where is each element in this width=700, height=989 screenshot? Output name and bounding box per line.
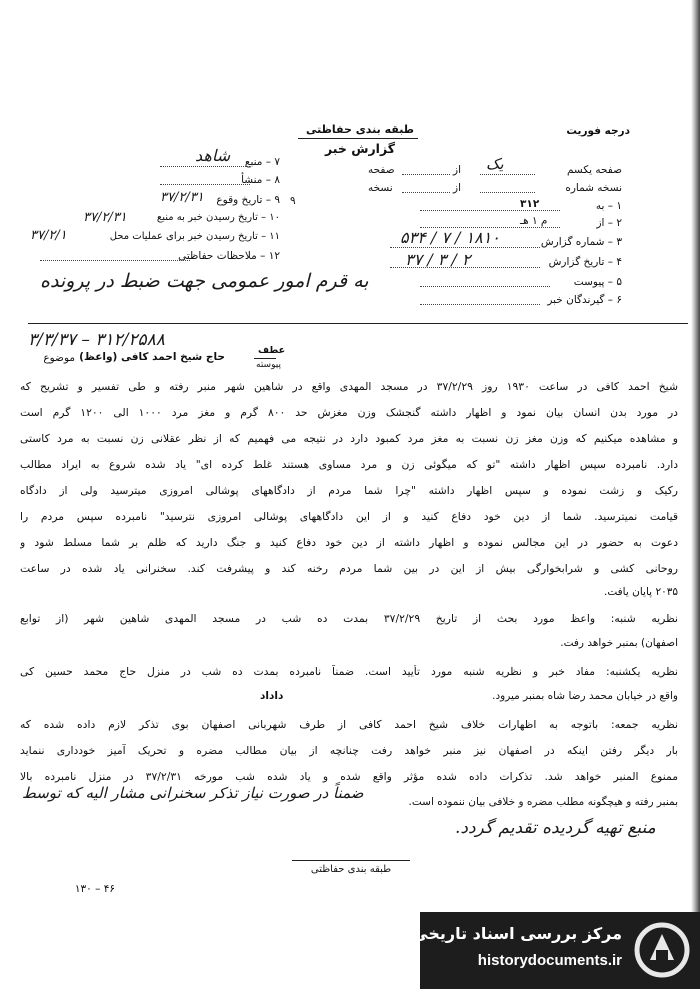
field-12-label: ۱۲ – ملاحظات حفاظتی — [178, 250, 280, 262]
body-line: روحانی کشی و شرابخوارگی بیش از این در بین شما مردم رخنه کند و پیشرفت کند. سخنرانی یاد شده در ساعت — [20, 562, 678, 575]
field-9-label: ۹ – تاریخ وقوع — [216, 194, 280, 206]
side-number: ۹ — [290, 195, 296, 207]
field-4-dots — [390, 267, 540, 268]
page-dots — [480, 174, 535, 175]
divider — [298, 138, 418, 139]
page-of-dots — [402, 174, 450, 175]
handwritten-tail-2: منبع تهیه گردیده تقدیم گردد. — [455, 818, 656, 838]
observation-friday-line: بمنبر رفته و هیچگونه مطلب مضره و خلافی بیان ننموده است. — [408, 796, 678, 808]
field-6-label: ۶ – گیرندگان خبر — [547, 294, 622, 306]
field-9-value: ۳۷/۲/۳۱ — [160, 190, 204, 205]
observation-saturday-line: اصفهان) بمنبر خواهد رفت. — [560, 637, 678, 649]
field-3-value: ۱۸۱۰ / ۷ / ۵۳۴ — [400, 228, 500, 247]
watermark-title: مرکز بررسی اسناد تاریخی — [412, 924, 622, 943]
field-11-value: ۳۷/۲/۱ — [30, 228, 67, 243]
handwritten-tail-1: ضمناً در صورت نیاز تذکر سخنرانی مشار الیه که توسط — [22, 784, 364, 802]
field-7-label: ۷ – منبع — [244, 156, 280, 168]
field-2-value: م ۱ هـ — [520, 215, 548, 227]
observation-sunday-line: نظریه یکشنبه: مفاد خبر و نظریه شنبه مورد تأیید است. ضمناً نامبرده بمدت ده شب در منزل حاج محمد حسین کی — [20, 665, 678, 678]
page-label: صفحه یکسم — [566, 164, 622, 176]
field-5-label: ۵ – پیوست — [573, 276, 622, 288]
observation-friday-line: بار دیگر رفتن اینکه در اصفهان نیز منبر خواهد رفت چنانچه از بیان مطالب مضره و تحریک آمیز خودداری ننماید — [20, 744, 678, 757]
field-8-dots — [160, 184, 250, 185]
page-of: از — [453, 164, 461, 176]
copy-dots — [480, 192, 535, 193]
field-1-value: ۳۱۲ — [520, 198, 540, 210]
field-7-value: شاهد — [195, 146, 231, 165]
watermark-band — [412, 912, 700, 989]
body-line: رکیک و زشت نموده و سپس اظهار داشته "چرا شما مردم از دادگاههای پوشالی امروزی میترسید ولی از دادگاه — [20, 484, 678, 497]
body-line: دارد. نامبرده سپس اظهار داشته "تو که میگوئی زن و مرد مساوی هستند غلط کرده ای" یاد شده شروع به ایراد مطالب — [20, 458, 678, 471]
field-11-label: ۱۱ – تاریخ رسیدن خبر برای عملیات محل — [109, 231, 280, 242]
stamp-text: داداد — [260, 690, 284, 702]
copy-label: نسخه شماره — [565, 182, 622, 194]
field-1-dots — [420, 210, 560, 211]
field-7-dots — [160, 166, 250, 167]
body-line: قیامت نمیترسید. شما از دین خود دفاع کنید و از این دادگاههای پوشالی امروزی نترسید" نامبرده سپس مردم را — [20, 510, 678, 523]
field-1-label: ۱ – به — [595, 200, 622, 212]
observation-sunday-line: واقع در خیابان محمد رضا شاه بمنبر میرود. — [492, 690, 678, 702]
atf-line — [254, 358, 276, 359]
observation-friday-line: ممنوع المنبر خواهد شد. تذکرات داده شده مؤثر واقع شده و یاد شده شب مورخه ۳۷/۲/۳۱ در منزل نامبرده بالا — [20, 770, 678, 783]
page-suffix: صفحه — [368, 164, 395, 176]
field-2-label: ۲ – از — [596, 217, 622, 229]
subject-text: حاج شیخ احمد کافی (واعظ) — [79, 351, 225, 363]
field-4-label: ۴ – تاریخ گزارش — [548, 256, 622, 268]
body-line: دعوت به حضور در این مجالس نموده و اظهار داشته از دین خود دفاع کنید و جنگ دارید که ظلم بر شما مسلط شود و — [20, 536, 678, 549]
atf-sub: پیوسته — [256, 360, 281, 370]
priority-label: درجه فوریت — [566, 125, 630, 137]
classification-top: طبقه بندی حفاظتی — [305, 123, 415, 136]
observation-saturday-line: نظریه شنبه: واعظ مورد بحث از تاریخ ۳۷/۲/۲۹ بمدت ده شب در مسجد المهدی شاهین شهر (از توابع — [20, 612, 678, 625]
subject-label: موضوع — [43, 352, 75, 364]
scan-binding-edge — [691, 0, 700, 989]
atf-label: عطف — [258, 345, 286, 356]
body-line: در مورد بدن انسان بیان نمود و اظهار داشته گنجشک وزن مغزش حد ۸۰۰ گرم و مغز مرد ۱۰۰۰ الی ۱۲۰۰ گرم است — [20, 406, 678, 419]
body-line: ۲۰۳۵ پایان یافت. — [604, 586, 678, 598]
classification-bottom: طبقه بندی حفاظتی — [310, 864, 392, 875]
copy-of: از — [453, 182, 461, 194]
body-line: شیخ احمد کافی در ساعت ۱۹۳۰ روز ۳۷/۲/۲۹ در مسجد المهدی واقع در شاهین شهر منبر رفته و طی تفسیر و تشریح که — [20, 380, 678, 393]
footer-divider — [292, 860, 410, 861]
archive-logo-icon — [632, 920, 692, 980]
observation-friday-line: نظریه جمعه: باتوجه به اظهارات خلاف شیخ احمد کافی از طرف شهربانی اصفهان بوی تذکر لازم داده شده که — [20, 718, 678, 731]
page-number-hand: یک — [486, 155, 504, 173]
field-10-label: ۱۰ – تاریخ رسیدن خبر به منبع — [156, 212, 280, 223]
copy-suffix: نسخه — [368, 182, 393, 194]
field-10-value: ۳۷/۲/۳۱ — [83, 210, 127, 225]
header-divider — [28, 323, 688, 324]
field-8-label: ۸ – منشأ — [241, 174, 280, 186]
watermark-url: historydocuments.ir — [477, 952, 622, 969]
body-line: و مشاهده میکنیم که وزن مغز زن نسبت به مغز مرد کمبود دارد در نتیجه می فهمیم که از نظر عقلانی زن نسبت به مرد کاستی — [20, 432, 678, 445]
form-code: ۴۶ – ۱۳۰ — [74, 883, 115, 895]
field-12-dots — [40, 260, 190, 261]
copy-of-dots — [402, 192, 450, 193]
handwritten-reference-number: ۳۱۲/۲۵۸۸ – ۳/۳/۳۷ — [28, 330, 165, 350]
field-4-value: ۲ / ۳ / ۳۷ — [405, 250, 471, 269]
field-3-dots — [390, 247, 540, 248]
report-title: گزارش خبر — [324, 141, 395, 156]
handwritten-archive-note: به قرم امور عمومی جهت ضبط در پرونده — [40, 270, 369, 292]
field-5-dots — [420, 286, 550, 287]
field-3-label: ۳ – شماره گزارش — [540, 236, 622, 248]
field-6-dots — [420, 304, 540, 305]
